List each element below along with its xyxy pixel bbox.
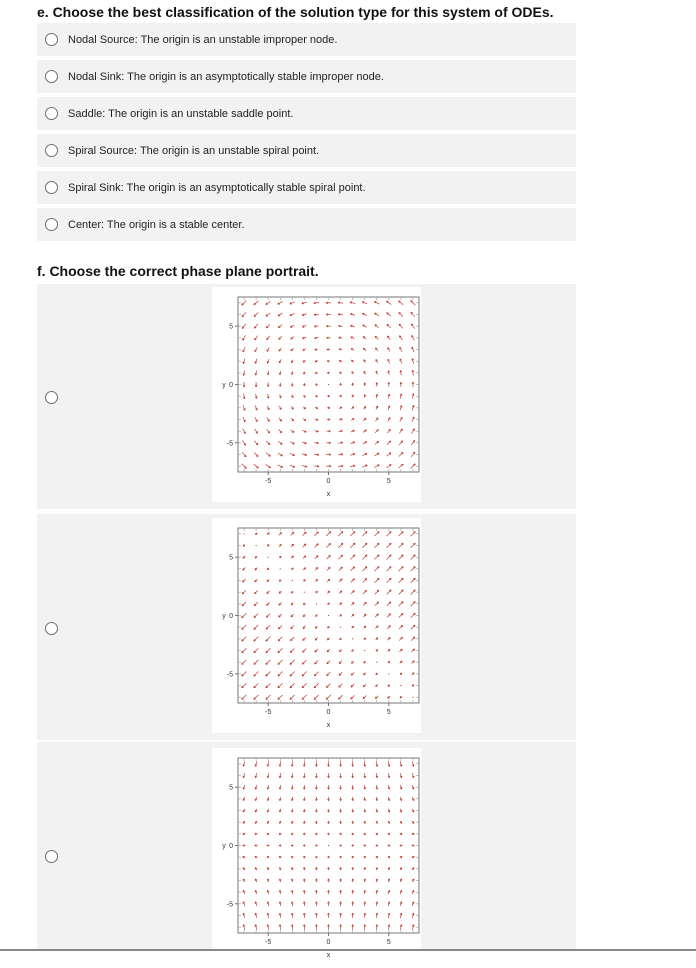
option-spiral-source[interactable]: [37, 134, 576, 167]
field-arrow: [376, 662, 377, 663]
option-label: Nodal Source: The origin is an unstable improper node.: [68, 34, 337, 46]
option-label: Saddle: The origin is an unstable saddle point.: [68, 108, 293, 120]
question-f-title: f. Choose the correct phase plane portrait.: [37, 263, 319, 279]
x-tick-label: 5: [387, 709, 391, 716]
y-axis-label: y: [222, 613, 226, 620]
option-center[interactable]: [37, 208, 576, 241]
y-tick-label: -5: [227, 901, 233, 908]
option-spiral-sink[interactable]: [37, 171, 576, 204]
phase-plot-1: [212, 287, 421, 502]
y-tick-label: 0: [229, 613, 233, 620]
radio-circle[interactable]: [45, 391, 58, 404]
field-arrow: [328, 384, 329, 385]
portrait-option-3[interactable]: [37, 742, 576, 951]
field-arrow: [328, 615, 329, 616]
field-arrow: [400, 685, 401, 686]
phase-plot-svg: [212, 748, 421, 963]
y-axis-label: y: [222, 843, 226, 850]
y-axis-label: y: [222, 382, 226, 389]
field-arrow: [268, 557, 269, 558]
question-e-title: e. Choose the best classification of the solution type for this system of ODEs.: [37, 4, 554, 20]
y-tick-label: 5: [229, 785, 233, 792]
field-arrow: [340, 627, 341, 628]
x-tick-label: 5: [387, 939, 391, 946]
radio-circle[interactable]: [45, 181, 58, 194]
x-tick-label: 5: [387, 478, 391, 485]
x-tick-label: -5: [265, 939, 271, 946]
radio-circle[interactable]: [45, 33, 58, 46]
x-tick-label: 0: [327, 478, 331, 485]
field-arrow: [316, 603, 317, 604]
field-arrow: [412, 697, 413, 698]
phase-plot-2: [212, 518, 421, 733]
field-arrow: [292, 580, 293, 581]
x-axis-label: x: [327, 722, 331, 729]
phase-plot-svg: [212, 287, 421, 502]
radio-circle[interactable]: [45, 622, 58, 635]
option-label: Spiral Source: The origin is an unstable spiral point.: [68, 145, 319, 157]
portrait-option-1[interactable]: [37, 284, 576, 509]
field-arrow: [364, 650, 365, 651]
phase-plot-svg: [212, 518, 421, 733]
field-arrow: [243, 533, 244, 534]
x-axis-label: x: [327, 952, 331, 959]
y-tick-label: -5: [227, 440, 233, 447]
radio-circle[interactable]: [45, 850, 58, 863]
x-tick-label: 0: [327, 939, 331, 946]
radio-circle[interactable]: [45, 107, 58, 120]
field-arrow: [280, 568, 281, 569]
field-arrow: [304, 592, 305, 593]
radio-circle[interactable]: [45, 218, 58, 231]
portrait-option-2[interactable]: [37, 514, 576, 740]
x-tick-label: 0: [327, 709, 331, 716]
option-nodal-sink[interactable]: [37, 60, 576, 93]
y-tick-label: 5: [229, 324, 233, 331]
x-axis-label: x: [327, 491, 331, 498]
x-tick-label: -5: [265, 709, 271, 716]
y-tick-label: -5: [227, 671, 233, 678]
field-arrow: [352, 638, 353, 639]
x-tick-label: -5: [265, 478, 271, 485]
field-arrow: [256, 545, 257, 546]
radio-circle[interactable]: [45, 144, 58, 157]
y-tick-label: 5: [229, 555, 233, 562]
option-label: Spiral Sink: The origin is an asymptotically stable spiral point.: [68, 182, 366, 194]
option-saddle[interactable]: [37, 97, 576, 130]
option-label: Nodal Sink: The origin is an asymptotically stable improper node.: [68, 71, 384, 83]
y-tick-label: 0: [229, 843, 233, 850]
option-label: Center: The origin is a stable center.: [68, 219, 245, 231]
y-tick-label: 0: [229, 382, 233, 389]
field-arrow: [328, 845, 329, 846]
phase-plot-3: [212, 748, 421, 951]
field-arrow: [388, 673, 389, 674]
radio-circle[interactable]: [45, 70, 58, 83]
option-nodal-source[interactable]: [37, 23, 576, 56]
